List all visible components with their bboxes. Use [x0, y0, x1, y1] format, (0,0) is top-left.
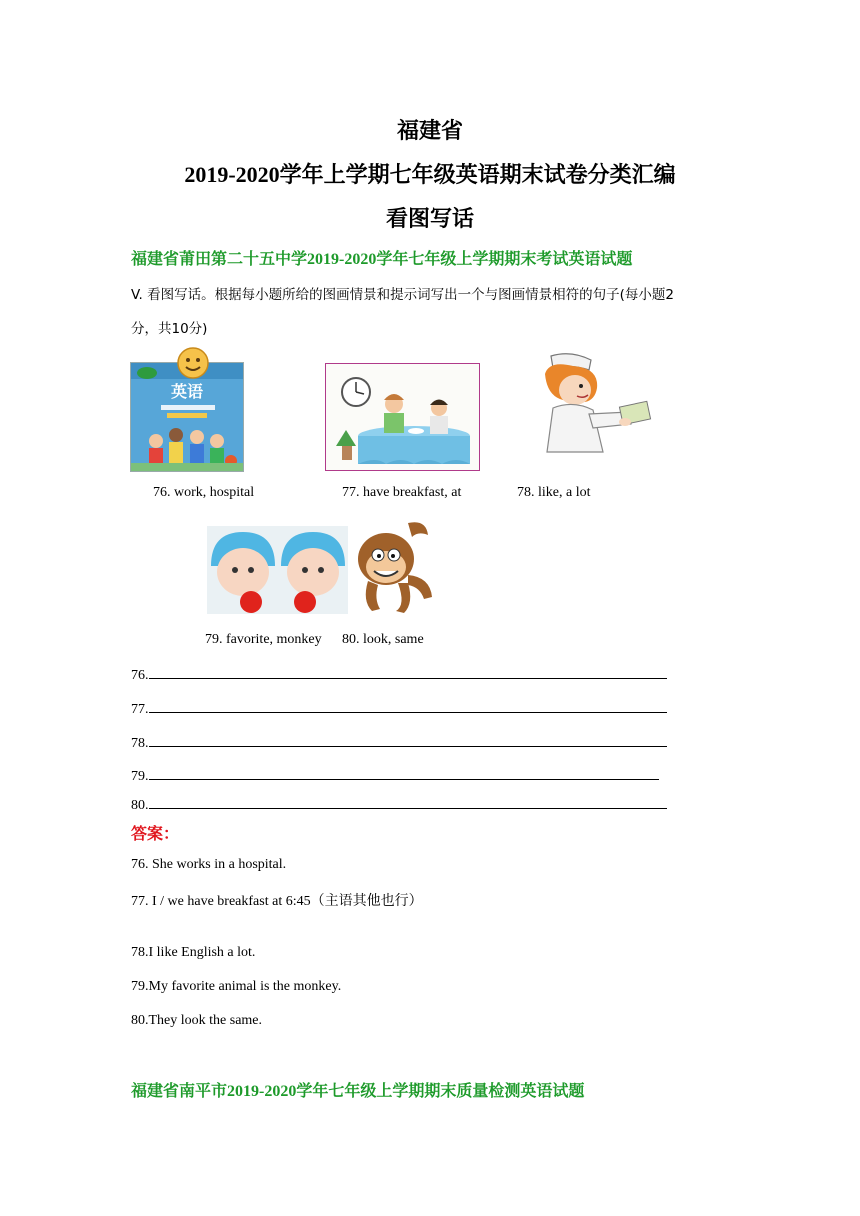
answer-79: 79.My favorite animal is the monkey.: [131, 979, 342, 994]
breakfast-scene-image: [325, 363, 480, 471]
blank-number-80: 80.: [131, 798, 149, 813]
blank-line-77[interactable]: [131, 699, 667, 718]
answer-77: 77. I / we have breakfast at 6:45（主语其他也行）: [131, 894, 423, 909]
nurse-image: [533, 352, 657, 458]
blank-rule-77[interactable]: [149, 699, 667, 713]
instruction-line-2: 分，共10分): [131, 321, 208, 337]
blank-number-79: 79.: [131, 769, 149, 784]
twin-babies-image: [207, 526, 348, 614]
blank-rule-80[interactable]: [149, 795, 667, 809]
monkey-image: [348, 517, 440, 615]
blank-number-76: 76.: [131, 668, 149, 683]
blank-number-78: 78.: [131, 736, 149, 751]
cover-title-text: 英语: [171, 382, 204, 401]
page-title: 2019-2020学年上学期七年级英语期末试卷分类汇编: [184, 162, 676, 187]
section-heading-nanping: 福建省南平市2019-2020学年七年级上学期期末质量检测英语试题: [131, 1083, 585, 1100]
caption-80: 80. look, same: [342, 632, 424, 647]
blank-rule-76[interactable]: [149, 665, 667, 679]
page-subtitle: 看图写话: [385, 206, 474, 231]
province-title: 福建省: [396, 118, 463, 143]
caption-79: 79. favorite, monkey: [205, 632, 322, 647]
caption-77: 77. have breakfast, at: [342, 485, 462, 500]
caption-76: 76. work, hospital: [153, 485, 255, 500]
blank-number-77: 77.: [131, 702, 149, 717]
section-heading-putian: 福建省莆田第二十五中学2019-2020学年七年级上学期期末考试英语试题: [131, 251, 633, 268]
blank-line-76[interactable]: [131, 665, 667, 684]
blank-rule-78[interactable]: [149, 733, 667, 747]
answer-80: 80.They look the same.: [131, 1013, 263, 1028]
answer-76: 76. She works in a hospital.: [131, 857, 287, 872]
blank-line-78[interactable]: [131, 733, 667, 752]
blank-rule-79[interactable]: [149, 766, 659, 780]
blank-line-80[interactable]: [131, 795, 667, 814]
instruction-line-1: V. 看图写话。根据每小题所给的图画情景和提示词写出一个与图画情景相符的句子(每小题2: [131, 287, 674, 303]
caption-78: 78. like, a lot: [517, 485, 591, 500]
blank-line-79[interactable]: [131, 766, 659, 785]
answer-78: 78.I like English a lot.: [131, 945, 256, 960]
smiley-face-icon: [176, 346, 210, 380]
answer-label: 答案：: [131, 824, 180, 843]
